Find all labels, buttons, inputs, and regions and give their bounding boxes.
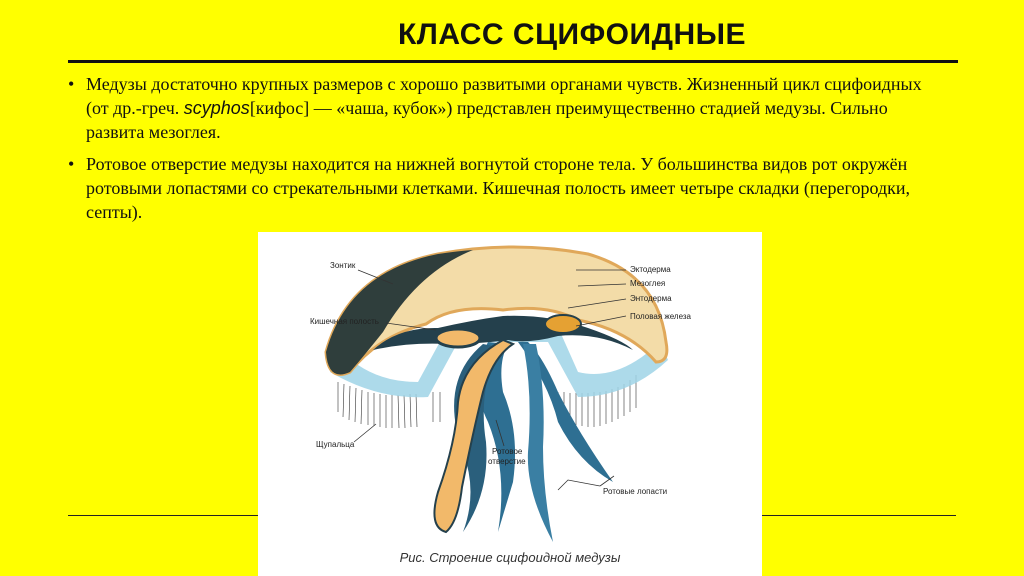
gonad-left [436, 329, 480, 347]
label-mouth-2: отверстие [488, 457, 526, 466]
bullet-item [68, 72, 948, 144]
bullet-dot: • [68, 154, 75, 174]
jellyfish-diagram [258, 232, 762, 576]
bullet-text: Медузы достаточно крупных размеров с хорошо развитыми органами чувств. Жизненный цикл сцифоидных (от др.-греч. [86, 74, 922, 118]
slide-title: КЛАСС СЦИФОИДНЫЕ [397, 18, 746, 51]
bullet-text: [кифос] — «чаша, кубок») представлен преимущественно стадией медузы. Сильно развита мезоглея. [86, 98, 888, 142]
bullet-item [68, 152, 948, 224]
title-underline [68, 60, 958, 63]
label-oral-arms: Ротовые лопасти [603, 487, 668, 496]
bottom-rule-left [68, 515, 260, 516]
bullet-text: Ротовое отверстие медузы находится на нижней вогнутой стороне тела. У большинства видов рот окружён ротовыми лопастями со стрекательными клетками. Кишечная полость имеет четыре складки (перегородки, септы). [86, 154, 910, 222]
bullet-list [68, 72, 948, 232]
label-ectoderm: Эктодерма [630, 265, 671, 274]
bullet-dot: • [68, 74, 75, 94]
gonad-right [545, 315, 581, 333]
label-umbrella: Зонтик [330, 261, 356, 270]
label-tentacles: Щупальца [316, 440, 355, 449]
label-mesoglea: Мезоглея [630, 279, 666, 288]
bullet-italic-term: scyphos [183, 98, 250, 118]
label-gut-cavity: Кишечная полость [310, 317, 379, 326]
bottom-rule-right [762, 515, 956, 516]
jellyfish-figure [258, 232, 762, 576]
label-endoderm: Энтодерма [630, 294, 672, 303]
figure-caption: Рис. Строение сцифоидной медузы [399, 550, 621, 565]
label-gonad: Половая железа [630, 312, 691, 321]
label-mouth-1: Ротовое [492, 447, 523, 456]
